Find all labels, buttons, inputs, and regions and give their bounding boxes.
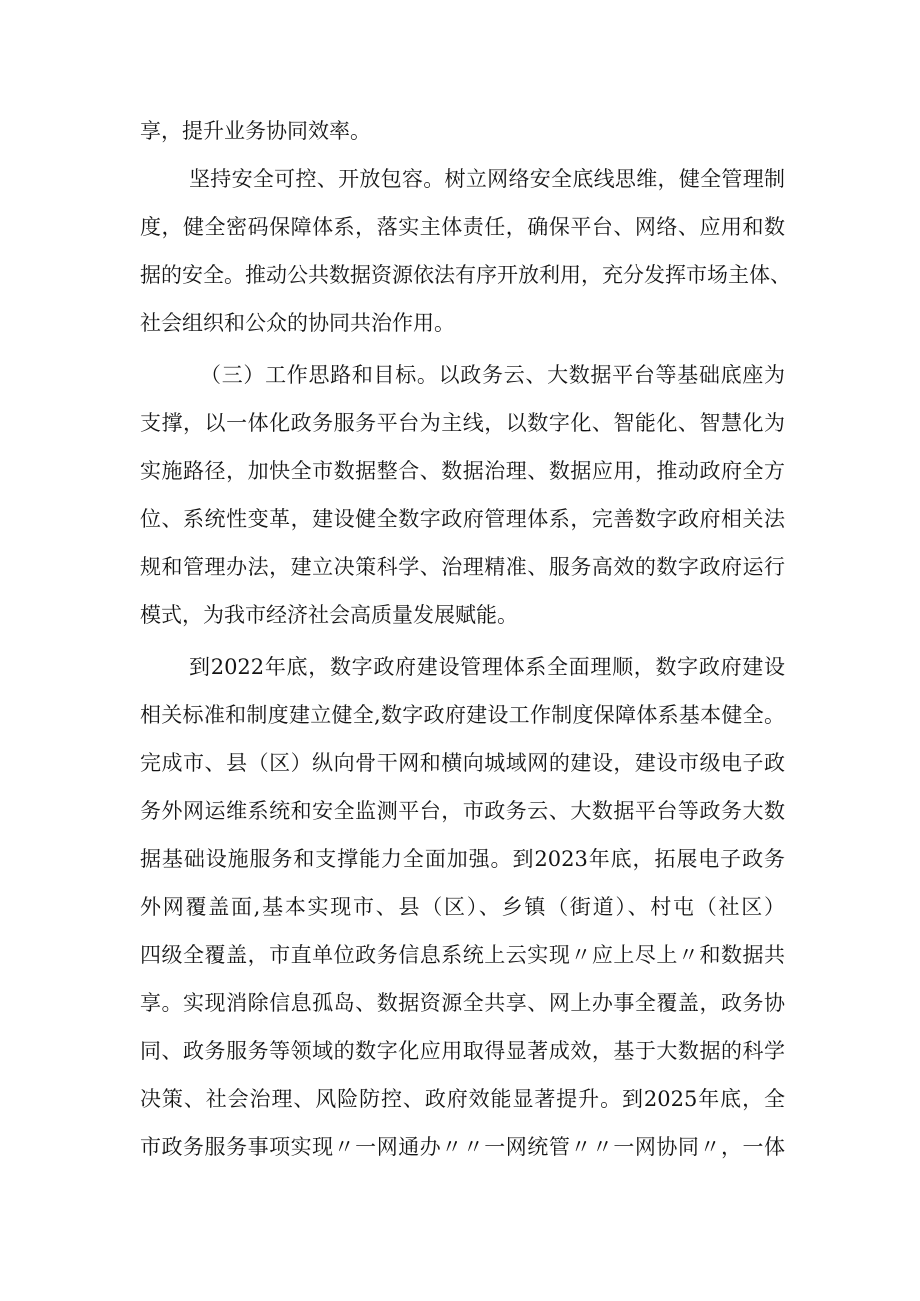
paragraph-line: 四级全覆盖，市直单位政务信息系统上云实现〃应上尽上〃和数据共 — [140, 943, 785, 967]
paragraph-line: 享。实现消除信息孤岛、数据资源全共享、网上办事全覆盖，政务协 — [140, 991, 785, 1015]
paragraph-line: 社会组织和公众的协同共治作用。 — [140, 311, 455, 335]
section-heading-line: （三）工作思路和目标。以政务云、大数据平台等基础底座为 — [200, 363, 785, 387]
paragraph-line: 享，提升业务协同效率。 — [140, 119, 371, 143]
paragraph-line: 规和管理办法，建立决策科学、治理精准、服务高效的数字政府运行 — [140, 555, 785, 579]
paragraph-line: 位、系统性变革，建设健全数字政府管理体系，完善数字政府相关法 — [140, 507, 785, 531]
paragraph-line: 市政务服务事项实现〃一网通办〃〃一网统管〃〃一网协同〃，一体 — [140, 1135, 785, 1159]
paragraph-line: 同、政务服务等领域的数字化应用取得显著成效，基于大数据的科学 — [140, 1039, 785, 1063]
paragraph-line: 完成市、县（区）纵向骨干网和横向城域网的建设，建设市级电子政 — [140, 751, 785, 775]
paragraph-line: 模式，为我市经济社会高质量发展赋能。 — [140, 603, 518, 627]
paragraph-line: 支撑，以一体化政务服务平台为主线，以数字化、智能化、智慧化为 — [140, 411, 785, 435]
paragraph-line: 外网覆盖面,基本实现市、县（区）、乡镇（街道）、村屯（社区） — [140, 895, 785, 919]
paragraph-line: 坚持安全可控、开放包容。树立网络安全底线思维，健全管理制 — [189, 167, 785, 191]
paragraph-line: 决策、社会治理、风险防控、政府效能显著提升。到2025年底，全 — [140, 1087, 785, 1111]
paragraph-line: 到2022年底，数字政府建设管理体系全面理顺，数字政府建设 — [189, 655, 785, 679]
paragraph-line: 相关标准和制度建立健全,数字政府建设工作制度保障体系基本健全。 — [140, 703, 785, 727]
paragraph-line: 度，健全密码保障体系，落实主体责任，确保平台、网络、应用和数 — [140, 215, 785, 239]
paragraph-line: 务外网运维系统和安全监测平台，市政务云、大数据平台等政务大数 — [140, 799, 785, 823]
paragraph-line: 据的安全。推动公共数据资源依法有序开放利用，充分发挥市场主体、 — [140, 263, 791, 287]
paragraph-line: 实施路径，加快全市数据整合、数据治理、数据应用，推动政府全方 — [140, 459, 785, 483]
paragraph-line: 据基础设施服务和支撑能力全面加强。到2023年底，拓展电子政务 — [140, 847, 785, 871]
